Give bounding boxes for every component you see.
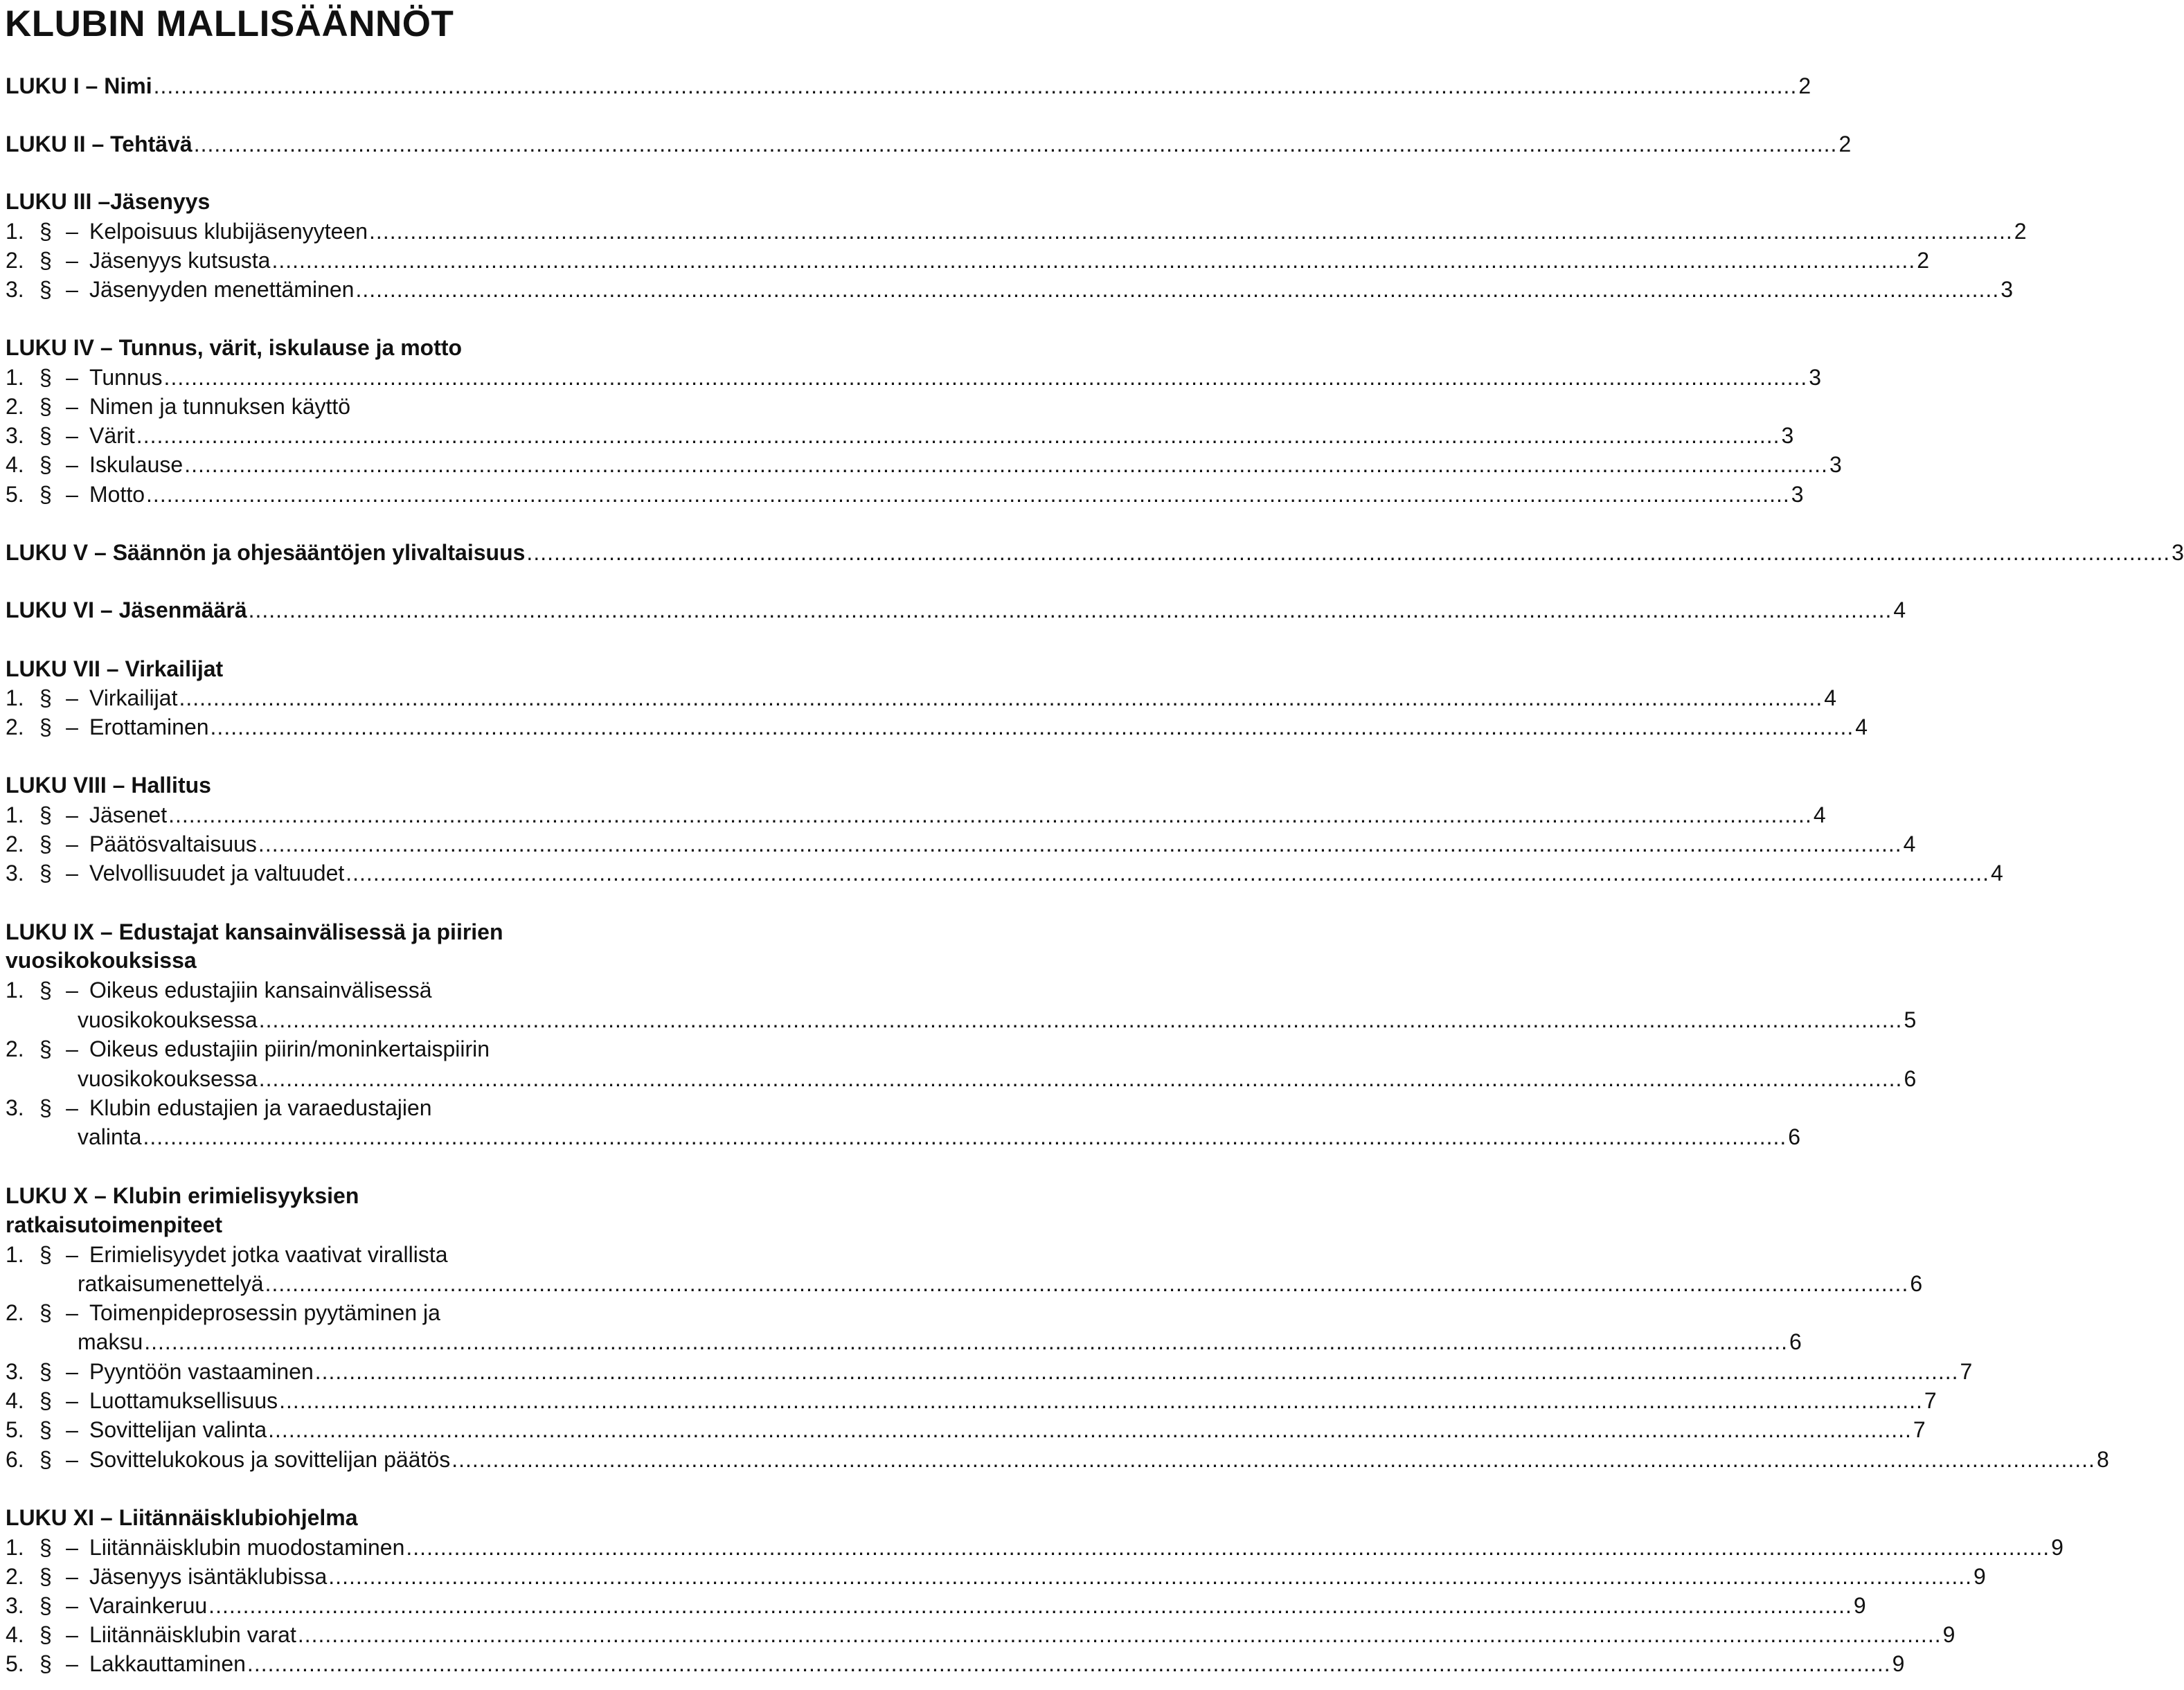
entry-title: Sovittelukokous ja sovittelijan päätös [89,1447,451,1472]
section-dash: – [66,1651,78,1676]
entry-title: Toimenpideprosessin pyytäminen ja [89,1300,440,1325]
section-sign: § [39,394,52,419]
entry-title: Pyyntöön vastaaminen [89,1359,314,1384]
page-number: 9 [1892,1651,1905,1676]
page-number: 4 [1824,685,1836,710]
dot-leader [526,538,2170,567]
toc-entry [6,1386,1937,1415]
page-number: 8 [2096,1447,2109,1472]
chapter-heading [6,946,661,975]
page-number: 4 [1893,597,1906,622]
page-number: 2 [1917,248,1929,273]
section-sign: § [39,1447,52,1472]
section-dash: – [66,482,78,507]
toc-entry [6,363,1822,392]
dot-leader [164,363,1808,392]
section-number: 1. [6,219,24,244]
section-dash: – [66,1095,78,1120]
toc-entry [6,1415,1926,1444]
section-dash: – [66,1593,78,1618]
toc-entry [6,1298,661,1327]
dot-leader [315,1357,1959,1386]
chapter-heading [6,187,661,216]
toc-entry [6,217,2027,246]
section-dash: – [66,685,78,710]
dot-leader [247,1649,1891,1678]
entry-title: Tunnus [89,365,163,390]
dot-leader [259,1064,1903,1093]
chapter-heading [6,129,1852,159]
toc-entry [6,480,1804,509]
section-sign: § [39,277,52,302]
page-number: 7 [1913,1417,1926,1442]
page-number: 4 [1813,802,1826,827]
section-number: 1. [6,685,24,710]
dot-leader [143,1122,1787,1151]
page-number: 7 [1960,1359,1973,1384]
entry-title: Luottamuksellisuus [89,1388,278,1413]
chapter-heading [6,333,661,362]
toc-entry [6,976,661,1005]
entry-title: Varainkeruu [89,1593,208,1618]
section-number: 2. [6,1300,24,1325]
entry-title: Klubin edustajien ja varaedustajien [89,1095,432,1120]
chapter-title: LUKU IV – Tunnus, värit, iskulause ja motto [6,335,463,360]
entry-title: Kelpoisuus klubijäsenyyteen [89,219,368,244]
section-sign: § [39,1095,52,1120]
page-number: 3 [1809,365,1822,390]
toc-entry [6,246,1929,275]
dot-leader [346,859,1989,888]
section-dash: – [66,1564,78,1589]
dot-leader [271,246,1915,275]
dot-leader [268,1415,1912,1444]
entry-title: Jäsenyys kutsusta [89,248,271,273]
page-number: 4 [1991,861,2003,886]
section-sign: § [39,219,52,244]
chapter-title: LUKU III –Jäsenyys [6,189,211,214]
dot-leader [451,1445,2095,1474]
chapter-heading [6,654,661,683]
entry-title: Värit [89,423,135,448]
entry-title: Iskulause [89,452,184,477]
section-sign: § [39,365,52,390]
dot-leader [179,683,1823,712]
section-number: 5. [6,1651,24,1676]
section-dash: – [66,365,78,390]
dot-leader [279,1386,1923,1415]
section-sign: § [39,482,52,507]
section-sign: § [39,1036,52,1061]
entry-title: Päätösvaltaisuus [89,831,257,856]
toc-entry [6,1269,1923,1298]
chapter-heading [6,1181,661,1210]
toc-entry [6,1357,1973,1386]
dot-leader [369,217,2013,246]
toc-entry [6,1562,1986,1591]
page-number: 3 [2172,540,2184,565]
entry-title: Lakkauttaminen [89,1651,246,1676]
section-dash: – [66,802,78,827]
section-number: 3. [6,1095,24,1120]
section-dash: – [66,978,78,1003]
page-number: 3 [2000,277,2013,302]
section-dash: – [66,1535,78,1560]
section-dash: – [66,831,78,856]
page-number: 9 [2051,1535,2064,1560]
toc-entry [6,800,1826,829]
section-number: 2. [6,714,24,739]
section-dash: – [66,1242,78,1267]
toc-entry [6,1122,1801,1151]
section-number: 3. [6,861,24,886]
chapter-heading [6,1503,661,1532]
section-dash: – [66,1447,78,1472]
dot-leader [146,480,1790,509]
section-number: 4. [6,452,24,477]
entry-title: ratkaisumenettelyä [78,1271,264,1296]
chapter-title: LUKU X – Klubin erimielisyyksien [6,1183,359,1208]
chapter-heading [6,771,661,800]
chapter-title: LUKU II – Tehtävä [6,132,193,156]
page-number: 9 [1973,1564,1986,1589]
entry-title: vuosikokouksessa [78,1007,258,1032]
chapter-heading [6,71,1811,100]
toc-entry [6,1533,2064,1562]
dot-leader [265,1269,1909,1298]
entry-title: vuosikokouksessa [78,1066,258,1091]
section-dash: – [66,1359,78,1384]
section-sign: § [39,714,52,739]
entry-title: Motto [89,482,145,507]
dot-leader [168,800,1812,829]
section-sign: § [39,1242,52,1267]
page-number: 3 [1781,423,1794,448]
page-number: 6 [1789,1329,1802,1354]
section-number: 2. [6,831,24,856]
page-number: 2 [1798,73,1811,98]
dot-leader [406,1533,2050,1562]
section-sign: § [39,861,52,886]
entry-title: Oikeus edustajiin kansainvälisessä [89,978,432,1003]
section-number: 4. [6,1388,24,1413]
entry-title: Jäsenyyden menettäminen [89,277,355,302]
section-sign: § [39,1564,52,1589]
dot-leader [208,1591,1852,1620]
dot-leader [184,450,1828,479]
chapter-title: LUKU V – Säännön ja ohjesääntöjen ylivaltaisuus [6,540,526,565]
toc-entry [6,1240,661,1269]
section-number: 5. [6,482,24,507]
page-number: 9 [1853,1593,1866,1618]
entry-title: maksu [78,1329,143,1354]
section-sign: § [39,248,52,273]
entry-title: Liitännäisklubin muodostaminen [89,1535,405,1560]
section-number: 1. [6,802,24,827]
dot-leader [249,595,1892,624]
dot-leader [259,1005,1903,1034]
section-number: 3. [6,1593,24,1618]
chapter-title: LUKU VIII – Hallitus [6,773,211,798]
section-sign: § [39,452,52,477]
section-sign: § [39,423,52,448]
section-dash: – [66,423,78,448]
chapter-heading [6,1210,661,1239]
chapter-title: LUKU IX – Edustajat kansainvälisessä ja piirien [6,919,503,944]
chapter-title: vuosikokouksissa [6,948,197,973]
section-dash: – [66,219,78,244]
section-dash: – [66,714,78,739]
section-number: 1. [6,1242,24,1267]
toc-entry [6,1005,1917,1034]
toc-entry [6,859,2003,888]
page-number: 6 [1788,1124,1801,1149]
entry-title: Oikeus edustajiin piirin/moninkertaispiirin [89,1036,490,1061]
section-sign: § [39,685,52,710]
dot-leader [194,129,1838,159]
page-number: 7 [1924,1388,1937,1413]
toc-entry [6,829,1916,859]
toc-entry [6,1620,1955,1649]
section-number: 2. [6,1036,24,1061]
dot-leader [298,1620,1942,1649]
page-number: 4 [1903,831,1916,856]
section-dash: – [66,1622,78,1647]
entry-title: Liitännäisklubin varat [89,1622,296,1647]
page-number: 4 [1855,714,1868,739]
chapter-heading [6,917,661,946]
chapter-heading [6,595,1906,624]
section-dash: – [66,452,78,477]
section-sign: § [39,1417,52,1442]
toc-entry [6,421,1794,450]
section-sign: § [39,1593,52,1618]
toc-entry [6,1064,1917,1093]
toc-entry [6,712,1868,741]
dot-leader [144,1327,1788,1356]
section-dash: – [66,248,78,273]
entry-title: Sovittelijan valinta [89,1417,267,1442]
page-number: 6 [1910,1271,1923,1296]
dot-leader [136,421,1780,450]
section-number: 3. [6,423,24,448]
chapter-title: LUKU I – Nimi [6,73,152,98]
chapter-title: ratkaisutoimenpiteet [6,1212,222,1237]
dot-leader [355,275,1999,304]
toc-entry [6,1034,661,1063]
page-number: 9 [1942,1622,1955,1647]
section-dash: – [66,1036,78,1061]
chapter-title: LUKU XI – Liitännäisklubiohjelma [6,1505,358,1530]
section-dash: – [66,1388,78,1413]
section-number: 5. [6,1417,24,1442]
entry-title: Velvollisuudet ja valtuudet [89,861,345,886]
section-number: 6. [6,1447,24,1472]
section-number: 1. [6,978,24,1003]
section-sign: § [39,802,52,827]
section-sign: § [39,1535,52,1560]
page-number: 2 [1838,132,1852,156]
dot-leader [258,829,1902,859]
toc-entry [6,392,661,421]
toc-entry [6,1591,1866,1620]
section-sign: § [39,978,52,1003]
page-number: 3 [1791,482,1804,507]
section-number: 1. [6,1535,24,1560]
entry-title: Virkailijat [89,685,178,710]
entry-title: Jäsenet [89,802,168,827]
section-number: 2. [6,1564,24,1589]
chapter-title: LUKU VII – Virkailijat [6,656,224,681]
entry-title: Nimen ja tunnuksen käyttö [89,394,351,419]
section-dash: – [66,277,78,302]
section-dash: – [66,1300,78,1325]
section-sign: § [39,1388,52,1413]
page-number: 5 [1904,1007,1917,1032]
page-number: 2 [2014,219,2027,244]
toc-entry [6,275,2013,304]
entry-title: Erottaminen [89,714,209,739]
toc-entry [6,450,1842,479]
section-number: 2. [6,248,24,273]
section-number: 1. [6,365,24,390]
section-number: 2. [6,394,24,419]
section-sign: § [39,1622,52,1647]
section-dash: – [66,394,78,419]
toc-entry [6,1327,1802,1356]
chapter-heading [6,538,2184,567]
page-number: 6 [1904,1066,1917,1091]
dot-leader [154,71,1798,100]
section-dash: – [66,1417,78,1442]
section-number: 4. [6,1622,24,1647]
dot-leader [328,1562,1972,1591]
page-number: 3 [1829,452,1842,477]
section-sign: § [39,1300,52,1325]
entry-title: Erimielisyydet jotka vaativat virallista [89,1242,448,1267]
section-sign: § [39,1651,52,1676]
section-sign: § [39,831,52,856]
entry-title: Jäsenyys isäntäklubissa [89,1564,328,1589]
toc-entry [6,683,1836,712]
toc-entry [6,1649,1905,1678]
toc-entry [6,1445,2109,1474]
toc-entry [6,1093,661,1122]
section-number: 3. [6,277,24,302]
chapter-title: LUKU VI – Jäsenmäärä [6,597,247,622]
entry-title: valinta [78,1124,142,1149]
dot-leader [211,712,1854,741]
section-sign: § [39,1359,52,1384]
section-dash: – [66,861,78,886]
page-title: KLUBIN MALLISÄÄNNÖT [5,3,454,44]
section-number: 3. [6,1359,24,1384]
